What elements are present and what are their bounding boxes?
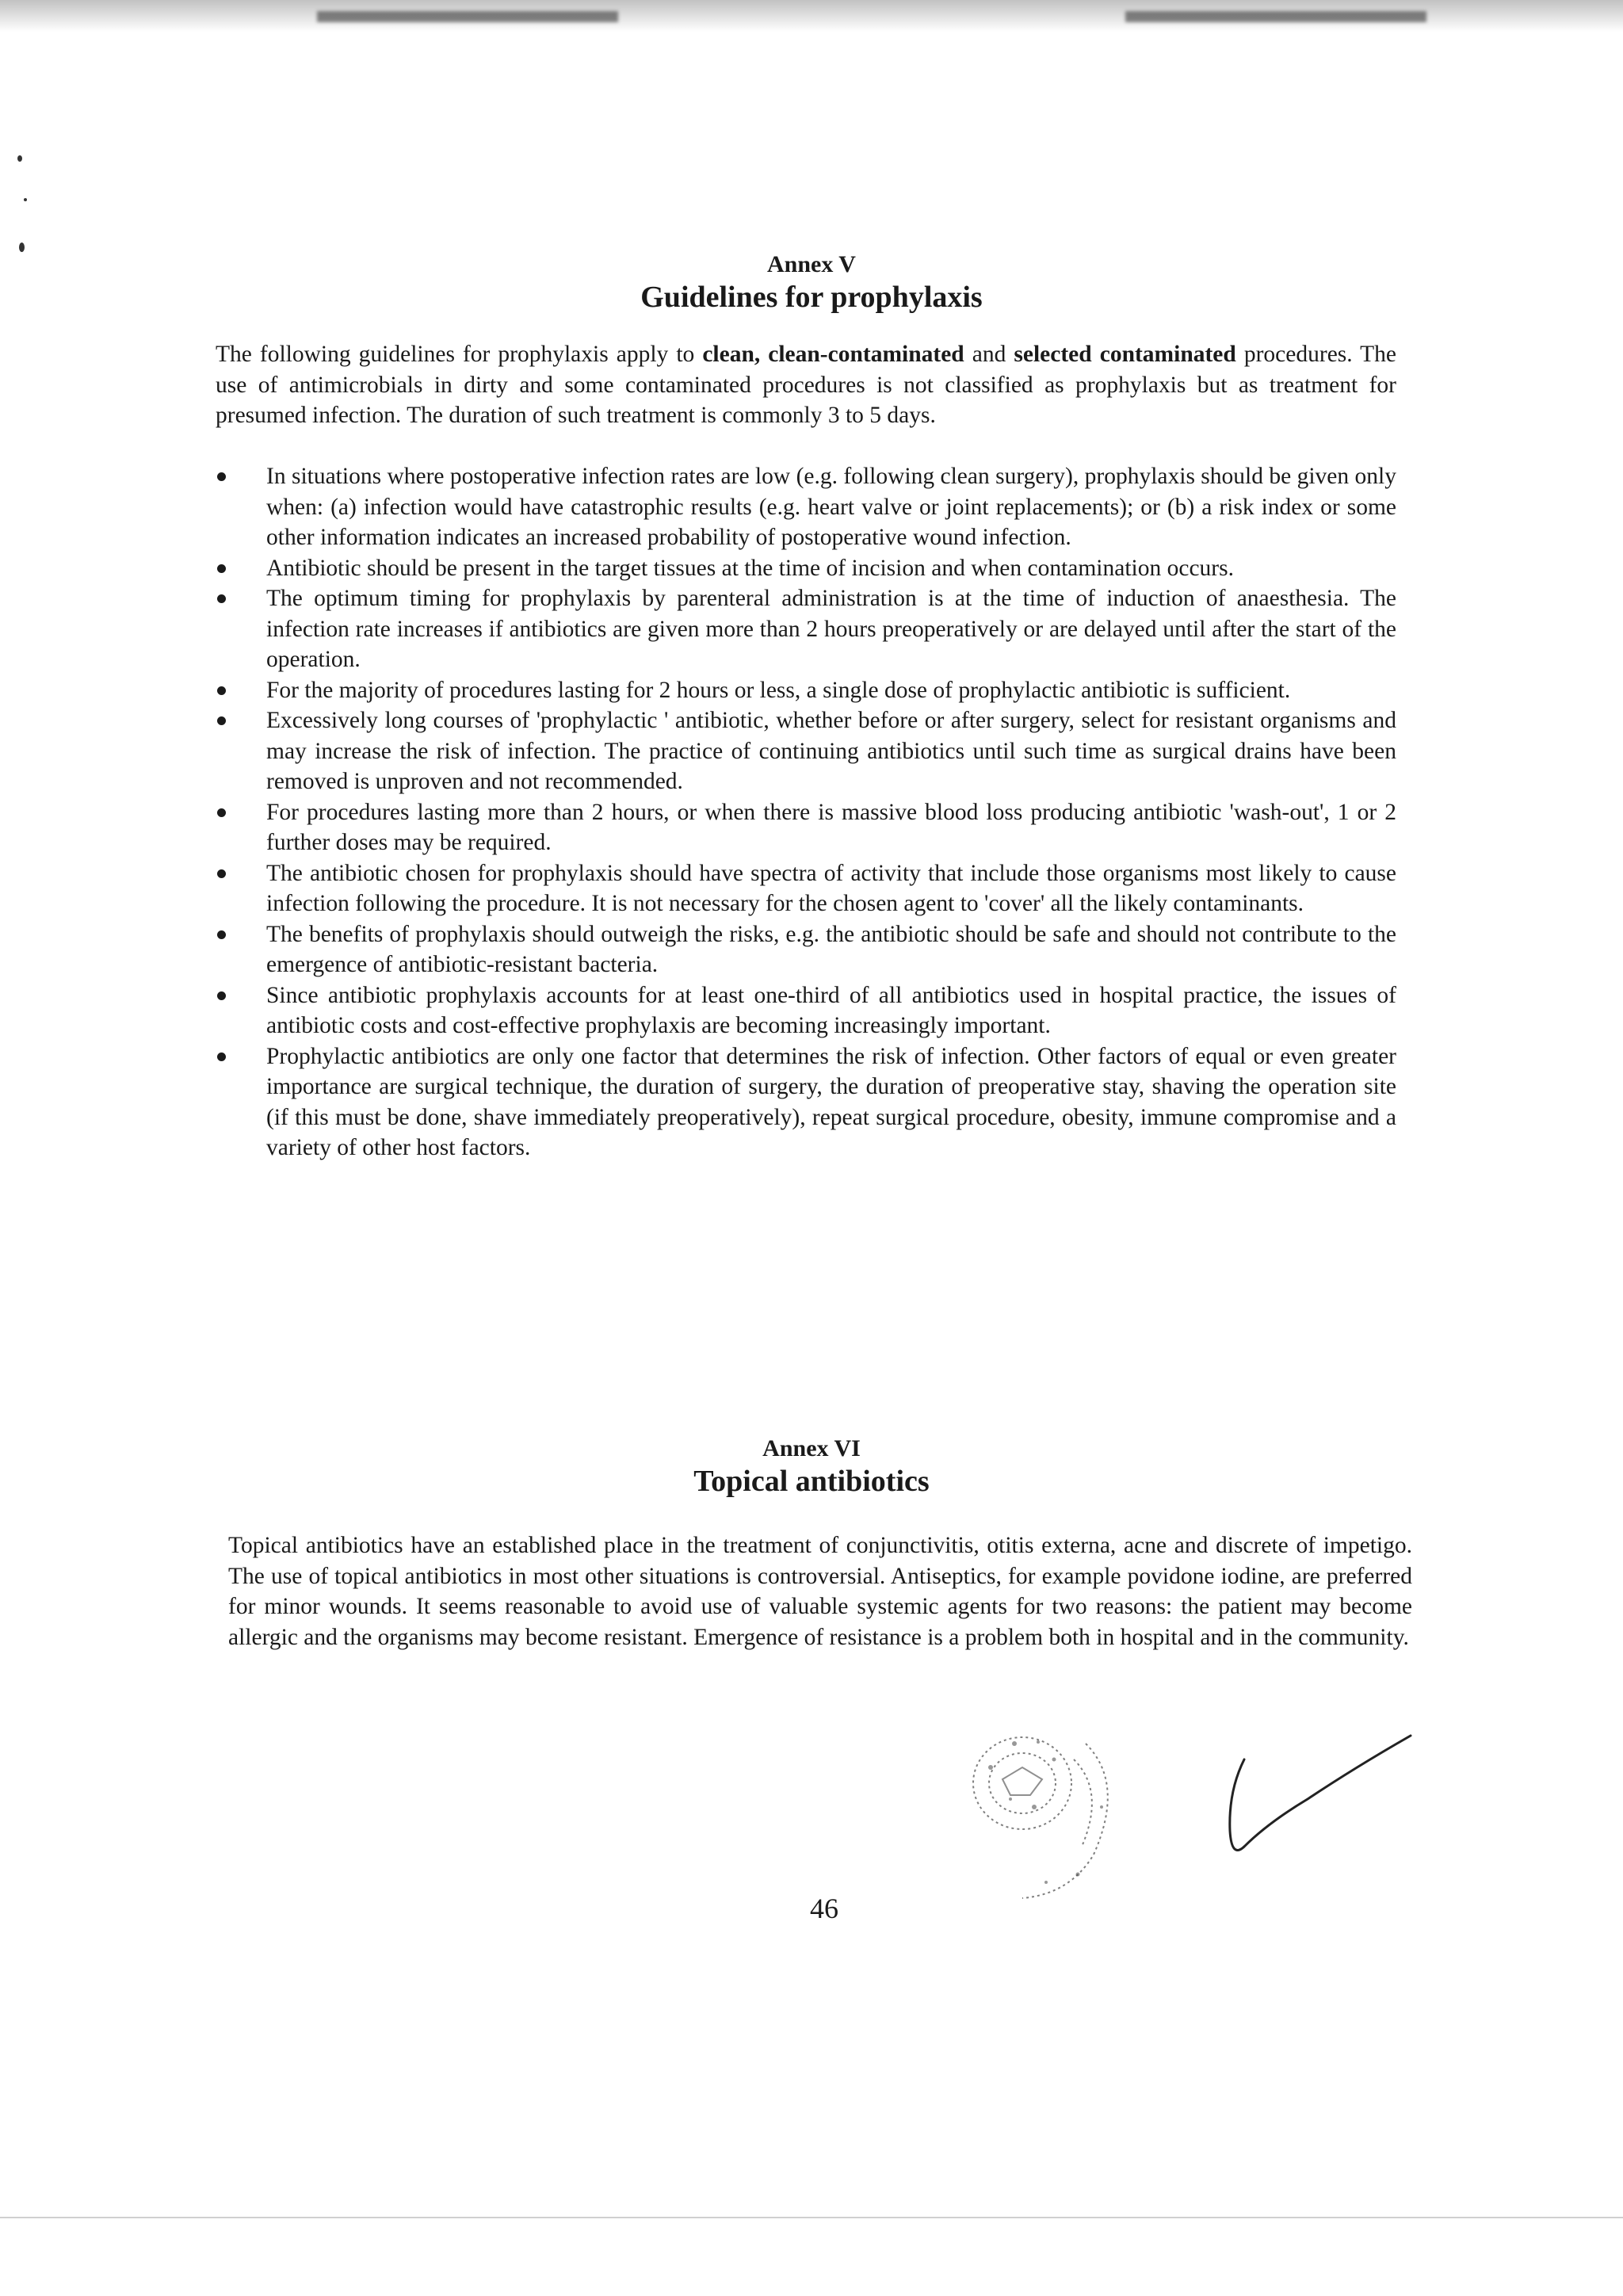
list-item: The optimum timing for prophylaxis by parenteral administration is at the time of induction of anaesthesia. The infection rate increases if antibiotics are given more than 2 hours preoperatively or are delayed until after the start of the operation. (216, 583, 1396, 675)
annex-vi-header (0, 1435, 1623, 1499)
scan-bottom-line (0, 2217, 1623, 2218)
scan-top-artifact (317, 11, 618, 22)
list-item: For procedures lasting more than 2 hours, or when there is massive blood loss producing antibiotic 'wash-out', 1 or 2 further doses may be required. (216, 797, 1396, 858)
official-stamp (935, 1712, 1173, 1918)
intro-bold-selected: selected contaminated (1014, 342, 1236, 367)
intro-rest: procedures. The use of antimicrobials in dirty and some contaminated procedures is not classified as prophylaxis but as treatment for presumed infection. The duration of such treatment is commonly 3 to 5 days. (216, 342, 1397, 428)
prophylaxis-guidelines-list (216, 461, 1396, 1163)
intro-lead: The following guidelines for prophylaxis apply to (216, 342, 703, 367)
annex-v-label: Annex V (767, 251, 856, 277)
annex-vi-label: Annex VI (762, 1435, 861, 1461)
list-item: For the majority of procedures lasting for 2 hours or less, a single dose of prophylactic antibiotic is sufficient. (216, 675, 1396, 706)
list-item: The antibiotic chosen for prophylaxis should have spectra of activity that include those organisms most likely to cause infection following the procedure. It is not necessary for the chosen agent to 'cover' all the likely contaminants. (216, 858, 1396, 919)
signature (1220, 1728, 1426, 1870)
list-item: Excessively long courses of 'prophylactic ' antibiotic, whether before or after surgery, select for resistant organisms and may increase the risk of infection. The practice of continuing antibiotics until such time as surgical drains have been removed is unproven and not recommended. (216, 705, 1396, 797)
annex-vi-title: Topical antibiotics (693, 1465, 930, 1498)
list-item: Prophylactic antibiotics are only one factor that determines the risk of infection. Other factors of equal or even greater importance are surgical technique, the duration of surgery, the duration of preoperative stay, shaving the operation site (if this must be done, shave immediately preoperatively), repeat surgical procedure, obesity, immune compromise and a variety of other host factors. (216, 1041, 1396, 1163)
annex-v-title: Guidelines for prophylaxis (640, 281, 983, 314)
scan-top-artifact (1125, 11, 1426, 22)
intro-bold-clean: clean, clean-contaminated (702, 342, 964, 367)
intro-mid: and (964, 342, 1014, 367)
list-item: The benefits of prophylaxis should outweigh the risks, e.g. the antibiotic should be safe and should not contribute to the emergence of antibiotic-resistant bacteria. (216, 919, 1396, 980)
annex-v-header (0, 250, 1623, 315)
list-item: In situations where postoperative infection rates are low (e.g. following clean surgery), prophylaxis should be given only when: (a) infection would have catastrophic results (e.g. heart valve or joint replacements); or (b) a risk index or some other information indicates an increased probability of postoperative wound infection. (216, 461, 1396, 553)
annex-vi-body: Topical antibiotics have an established place in the treatment of conjunctivitis, otitis externa, acne and discrete of impetigo. The use of topical antibiotics in most other situations is controversial. Antiseptics, for example povidone iodine, are preferred for minor wounds. It seems reasonable to avoid use of valuable systemic agents for two reasons: the patient may become allergic and the organisms may become resistant. Emergence of resistance is a problem both in hospital and in the community. (228, 1533, 1412, 1650)
annex-v-intro (216, 339, 1396, 431)
list-item: Antibiotic should be present in the target tissues at the time of incision and when contamination occurs. (216, 553, 1396, 584)
page-number: 46 (810, 1893, 838, 1924)
list-item: Since antibiotic prophylaxis accounts for at least one-third of all antibiotics used in hospital practice, the issues of antibiotic costs and cost-effective prophylaxis are becoming increasingly important. (216, 980, 1396, 1041)
